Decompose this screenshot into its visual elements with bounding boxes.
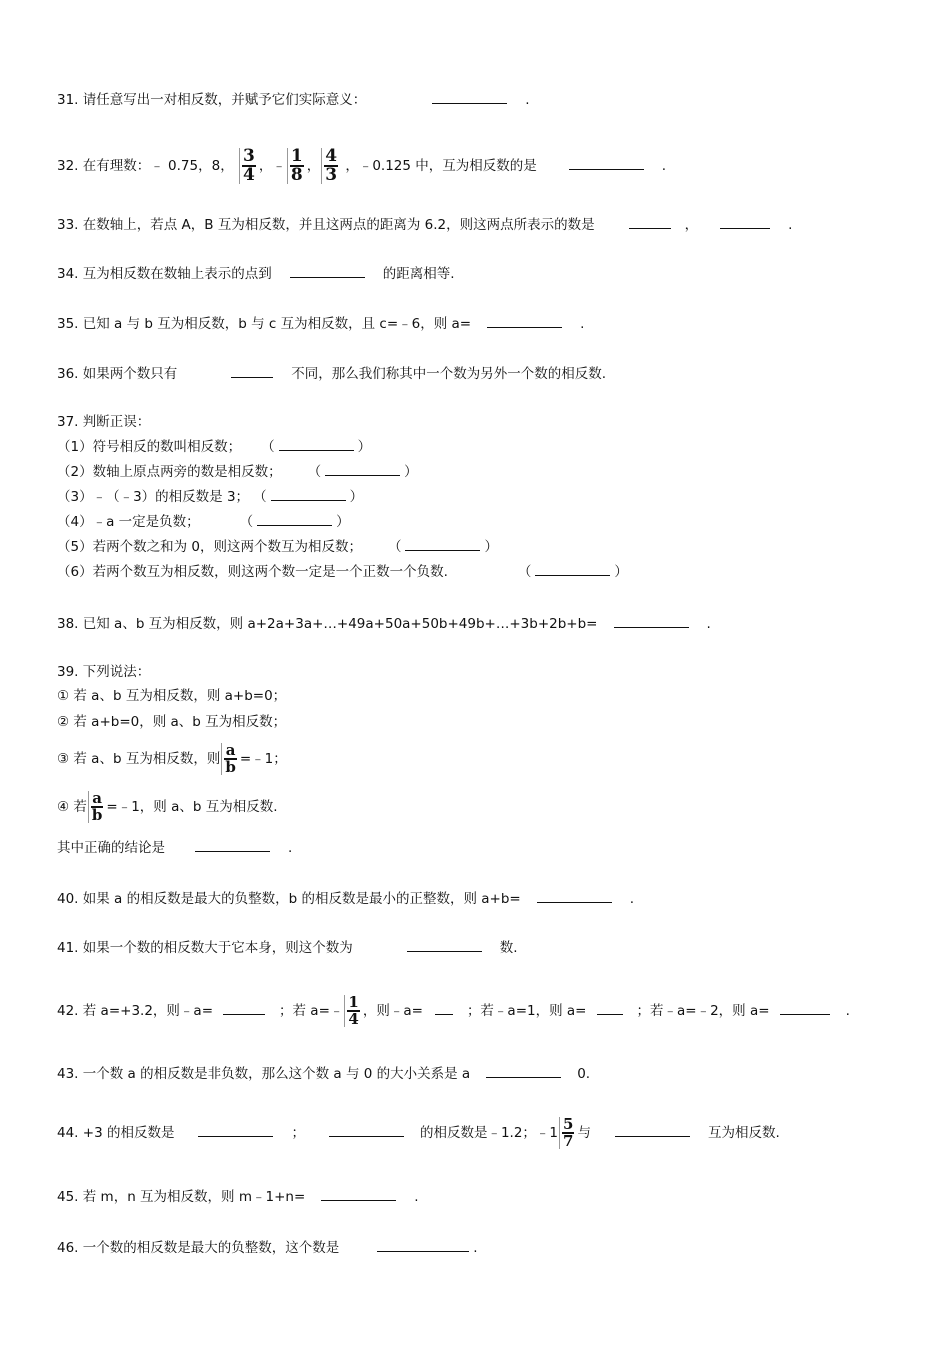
q37-item: （5）若两个数之和为 0，则这两个数互为相反数； （ ） <box>57 536 498 556</box>
q37-item: （6）若两个数互为相反数，则这两个数一定是一个正数一个负数. （ ） <box>57 561 628 581</box>
question-36: 36. 如果两个数只有 不同，那么我们称其中一个数为另外一个数的相反数. <box>57 363 606 383</box>
answer-blank <box>597 1000 623 1015</box>
fraction-a-b: $\frac{a}{b}$ <box>221 743 239 775</box>
answer-blank <box>377 1237 469 1252</box>
answer-blank <box>535 561 610 576</box>
fraction-1-8: $\frac{1}{8}$ <box>287 148 306 184</box>
answer-blank <box>279 436 354 451</box>
question-42: 42. 若 a=+3.2，则﹣a= ；若 a=﹣ $\frac{1}{4}$ ，则﹣a= ；若﹣a=1，则 a= ；若﹣a=﹣2，则 a= . <box>57 993 850 1028</box>
answer-blank <box>537 888 612 903</box>
answer-blank <box>486 1063 561 1078</box>
question-46: 46. 一个数的相反数是最大的负整数，这个数是 . <box>57 1237 478 1257</box>
answer-blank <box>432 89 507 104</box>
answer-blank <box>435 1000 453 1015</box>
answer-blank <box>325 461 400 476</box>
answer-blank <box>720 214 770 229</box>
question-38: 38. 已知 a、b 互为相反数，则 a+2a+3a+…+49a+50a+50b+49b+…+3b+2b+b= . <box>57 613 711 633</box>
answer-blank <box>614 613 689 628</box>
fraction-3-4: $\frac{3}{4}$ <box>239 148 258 184</box>
answer-blank <box>195 837 270 852</box>
question-45: 45. 若 m，n 互为相反数，则 m﹣1+n= . <box>57 1186 419 1206</box>
q37-item: （4）﹣a 一定是负数； （ ） <box>57 511 350 531</box>
fraction-5-7: $\frac{5}{7}$ <box>559 1117 576 1149</box>
answer-blank <box>257 511 332 526</box>
answer-blank <box>407 937 482 952</box>
q39-statement-3: ③ 若 a、b 互为相反数，则 $\frac{a}{b}$ =﹣1； <box>57 741 287 776</box>
answer-blank <box>231 363 273 378</box>
fraction-4-3: $\frac{4}{3}$ <box>321 148 340 184</box>
answer-blank <box>198 1122 273 1137</box>
q39-statement-1: ① 若 a、b 互为相反数，则 a+b=0； <box>57 688 287 704</box>
answer-blank <box>321 1186 396 1201</box>
question-43: 43. 一个数 a 的相反数是非负数，那么这个数 a 与 0 的大小关系是 a 0. <box>57 1063 590 1083</box>
answer-blank <box>780 1000 830 1015</box>
question-41: 41. 如果一个数的相反数大于它本身，则这个数为 数. <box>57 937 518 957</box>
answer-blank <box>405 536 480 551</box>
q31-text: 31. 请任意写出一对相反数，并赋予它们实际意义： <box>57 92 367 108</box>
q37-item: （3）﹣（﹣3）的相反数是 3； （ ） <box>57 486 363 506</box>
question-35: 35. 已知 a 与 b 互为相反数，b 与 c 互为相反数，且 c=﹣6，则 a= . <box>57 313 584 333</box>
q37-item: （2）数轴上原点两旁的数是相反数； （ ） <box>57 461 418 481</box>
answer-blank <box>487 313 562 328</box>
fraction-a-b: $\frac{a}{b}$ <box>88 791 106 823</box>
answer-blank <box>629 214 671 229</box>
answer-blank <box>615 1122 690 1137</box>
question-44: 44. +3 的相反数是 ； 的相反数是﹣1.2；﹣1 $\frac{5}{7}$ 与 互为相反数. <box>57 1115 780 1150</box>
question-37-title: 37. 判断正误： <box>57 414 151 430</box>
answer-blank <box>329 1122 404 1137</box>
answer-blank <box>569 155 644 170</box>
answer-blank <box>290 263 365 278</box>
question-39-title: 39. 下列说法： <box>57 664 151 680</box>
q39-conclusion: 其中正确的结论是 . <box>57 837 292 857</box>
question-32: 32. 在有理数：﹣ 0.75，8， $\frac{3}{4}$ ，﹣ $\frac{1}{8}$ ， $\frac{4}{3}$ ，﹣0.125 中，互为相反数的是 . <box>57 146 667 185</box>
question-34: 34. 互为相反数在数轴上表示的点到 的距离相等. <box>57 263 455 283</box>
q39-statement-2: ② 若 a+b=0，则 a、b 互为相反数； <box>57 714 287 730</box>
question-33: 33. 在数轴上，若点 A，B 互为相反数，并且这两点的距离为 6.2，则这两点所表示的数是 ， . <box>57 214 792 234</box>
question-40: 40. 如果 a 的相反数是最大的负整数，b 的相反数是最小的正整数，则 a+b= . <box>57 888 634 908</box>
q39-statement-4: ④ 若 $\frac{a}{b}$ =﹣1，则 a、b 互为相反数. <box>57 789 278 824</box>
answer-blank <box>223 1000 265 1015</box>
question-31: 31. 请任意写出一对相反数，并赋予它们实际意义： . <box>57 89 530 109</box>
answer-blank <box>271 486 346 501</box>
q37-item: （1）符号相反的数叫相反数； （ ） <box>57 436 371 456</box>
fraction-1-4: $\frac{1}{4}$ <box>344 995 361 1027</box>
